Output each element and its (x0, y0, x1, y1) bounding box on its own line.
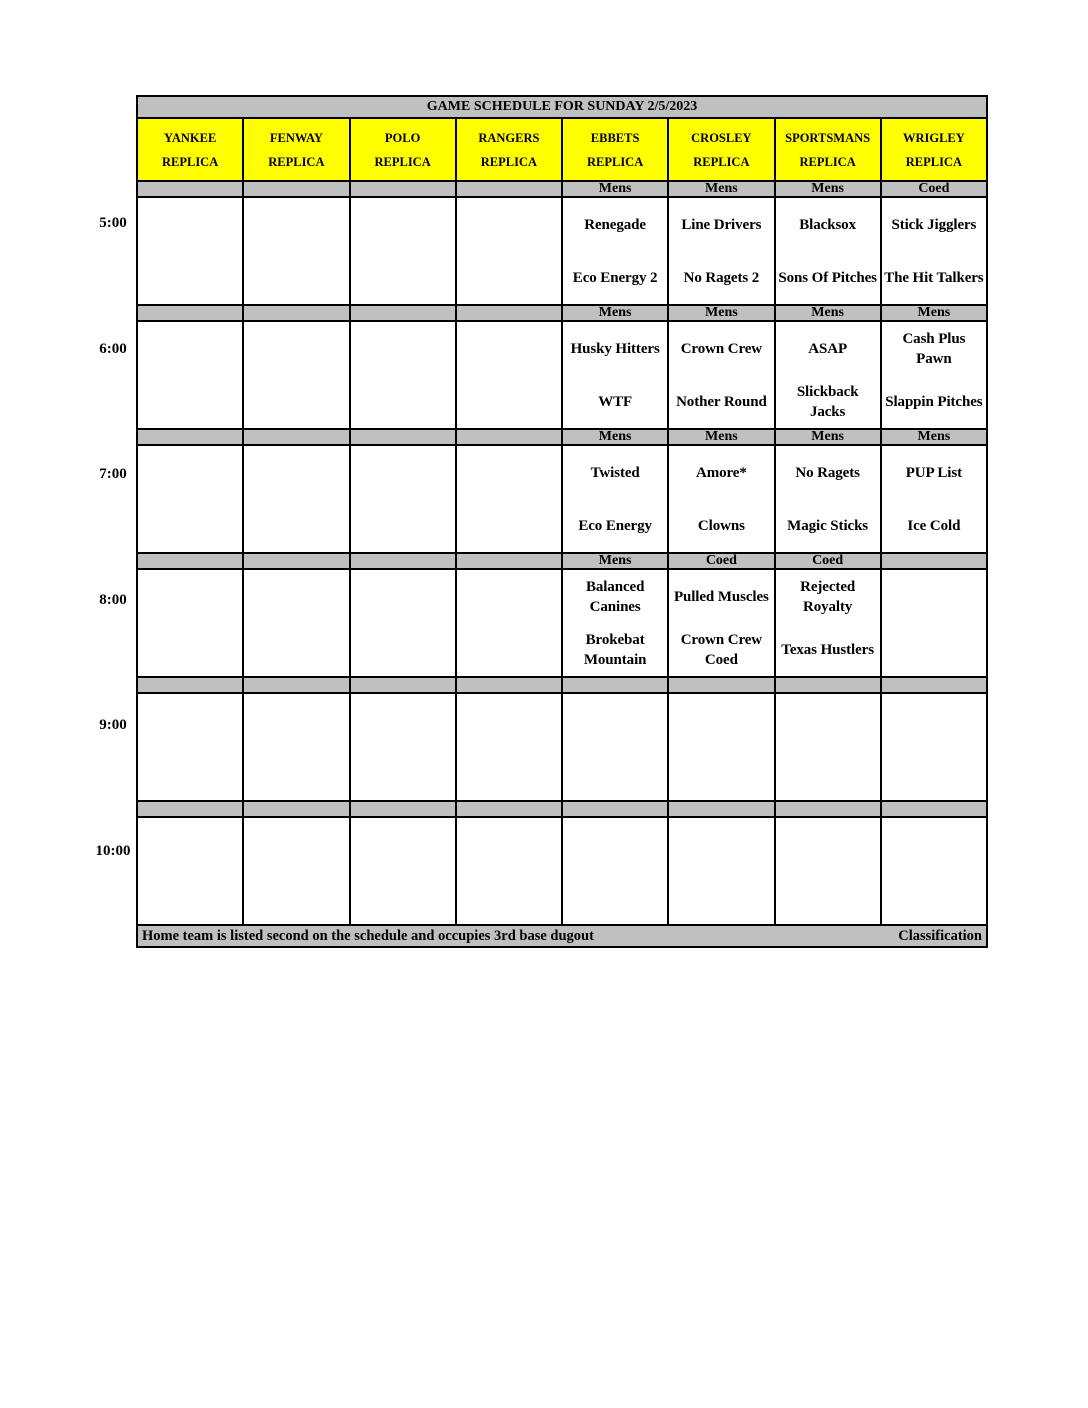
game-cell (775, 569, 881, 677)
classification-cell: Mens (668, 429, 774, 445)
game-row (137, 197, 987, 305)
field-header-ebbets (562, 118, 668, 181)
classification-cell (350, 553, 456, 569)
classification-row (137, 181, 987, 197)
away-team (244, 198, 348, 251)
home-team (669, 747, 773, 800)
away-team (882, 818, 986, 871)
classification-cell: Mens (562, 429, 668, 445)
away-team (776, 694, 880, 747)
game-cell (137, 817, 243, 925)
home-team (351, 499, 455, 552)
game-cell (456, 817, 562, 925)
game-cell (350, 445, 456, 553)
home-team (138, 623, 242, 676)
field-subtitle: REPLICA (268, 154, 325, 169)
away-team: Amore* (695, 464, 747, 481)
field-subtitle: REPLICA (586, 154, 644, 169)
away-team: Pulled Muscles (673, 588, 769, 605)
game-cell (137, 445, 243, 553)
classification-cell (668, 801, 774, 817)
game-cell (562, 197, 668, 305)
away-team (244, 818, 348, 871)
home-team (138, 871, 242, 924)
game-row (137, 569, 987, 677)
away-team (351, 446, 455, 499)
home-team: The Hit Talkers (884, 269, 984, 286)
field-subtitle: REPLICA (480, 154, 537, 169)
home-team (138, 251, 242, 304)
game-cell (243, 817, 349, 925)
game-cell (668, 445, 774, 553)
classification-cell (243, 677, 349, 693)
classification-cell (562, 801, 668, 817)
home-team (457, 375, 561, 428)
game-cell (456, 321, 562, 429)
game-cell (775, 817, 881, 925)
classification-cell (243, 181, 349, 197)
away-team (457, 322, 561, 375)
game-cell (562, 445, 668, 553)
time-slot-label: 5:00 (99, 215, 127, 231)
away-team (457, 818, 561, 871)
home-team (776, 747, 880, 800)
home-team: Eco Energy 2 (572, 269, 658, 286)
classification-row (137, 305, 987, 321)
classification-cell (668, 677, 774, 693)
game-cell (243, 197, 349, 305)
game-cell (137, 197, 243, 305)
home-team (244, 747, 348, 800)
away-team: Husky Hitters (570, 340, 660, 357)
home-team (351, 375, 455, 428)
game-cell (562, 321, 668, 429)
away-team (776, 818, 880, 871)
home-team (244, 251, 348, 304)
away-team (138, 570, 242, 623)
field-subtitle: REPLICA (905, 154, 962, 169)
classification-cell (243, 801, 349, 817)
home-team (882, 623, 986, 676)
classification-cell (243, 305, 349, 321)
home-team (244, 623, 348, 676)
home-team (776, 871, 880, 924)
classification-cell (137, 801, 243, 817)
game-cell (350, 569, 456, 677)
classification-cell (775, 801, 881, 817)
game-cell (881, 197, 987, 305)
away-team (563, 818, 667, 871)
home-team (138, 747, 242, 800)
away-team (138, 198, 242, 251)
classification-cell (562, 677, 668, 693)
classification-cell (350, 801, 456, 817)
game-cell (881, 445, 987, 553)
home-team (457, 499, 561, 552)
game-row (137, 693, 987, 801)
game-cell (137, 693, 243, 801)
game-cell (881, 693, 987, 801)
home-team (351, 871, 455, 924)
classification-cell (350, 429, 456, 445)
game-cell (668, 693, 774, 801)
home-team: Texas Hustlers (781, 641, 874, 658)
game-cell (668, 197, 774, 305)
game-row (137, 321, 987, 429)
away-team (457, 446, 561, 499)
field-header-yankee (137, 118, 243, 181)
home-team (351, 251, 455, 304)
classification-cell: Mens (562, 181, 668, 197)
field-name: RANGERS (478, 130, 540, 145)
classification-cell (456, 305, 562, 321)
away-team (244, 694, 348, 747)
home-team: Magic Sticks (787, 517, 869, 534)
away-team (138, 446, 242, 499)
home-team: Sons Of Pitches (778, 269, 877, 286)
classification-cell: Mens (881, 429, 987, 445)
time-slot-label: 8:00 (99, 591, 127, 608)
field-header-crosley (668, 118, 774, 181)
classification-cell (881, 801, 987, 817)
home-team (244, 871, 348, 924)
game-cell (775, 445, 881, 553)
time-column (88, 0, 138, 1000)
game-cell (562, 569, 668, 677)
classification-cell (137, 429, 243, 445)
away-team (882, 570, 986, 623)
classification-cell (243, 429, 349, 445)
away-team: No Ragets (795, 464, 860, 481)
away-team (351, 322, 455, 375)
home-team (351, 747, 455, 800)
footer-cell (137, 925, 987, 947)
away-team (457, 198, 561, 251)
classification-cell (350, 181, 456, 197)
game-cell (137, 321, 243, 429)
classification-cell (456, 801, 562, 817)
field-subtitle: REPLICA (161, 154, 219, 169)
away-team: Renegade (584, 216, 646, 233)
game-row (137, 445, 987, 553)
classification-cell (137, 553, 243, 569)
classification-cell (456, 429, 562, 445)
away-team (882, 694, 986, 747)
away-team (138, 818, 242, 871)
home-team: Slappin Pitches (885, 393, 983, 410)
game-cell (668, 817, 774, 925)
classification-legend: Classification (898, 928, 982, 944)
classification-cell: Mens (775, 181, 881, 197)
home-team (351, 623, 455, 676)
time-slot-label: 7:00 (99, 466, 127, 482)
classification-cell: Mens (668, 181, 774, 197)
game-cell (243, 445, 349, 553)
field-name: CROSLEY (691, 130, 752, 145)
home-team: No Ragets 2 (683, 269, 760, 286)
classification-row (137, 677, 987, 693)
classification-cell: Mens (775, 429, 881, 445)
game-cell (562, 817, 668, 925)
classification-cell (881, 553, 987, 569)
classification-cell: Coed (668, 553, 774, 569)
home-team (563, 747, 667, 800)
home-team (669, 871, 773, 924)
game-cell (456, 569, 562, 677)
away-team (138, 694, 242, 747)
game-row (137, 817, 987, 925)
classification-row (137, 801, 987, 817)
away-team (351, 198, 455, 251)
field-header-polo (350, 118, 456, 181)
field-name: YANKEE (163, 130, 217, 145)
game-cell (881, 817, 987, 925)
game-cell (668, 321, 774, 429)
title-row (137, 96, 987, 118)
away-team (669, 818, 773, 871)
game-cell (881, 569, 987, 677)
home-team (457, 871, 561, 924)
field-header-wrigley (881, 118, 987, 181)
away-team (244, 322, 348, 375)
classification-row (137, 553, 987, 569)
home-team: Brokebat Mountain (583, 631, 647, 668)
classification-cell (456, 181, 562, 197)
away-team: Balanced Canines (585, 578, 645, 615)
time-slot-label: 9:00 (99, 717, 127, 733)
home-team: Eco Energy (578, 517, 652, 534)
field-name: WRIGLEY (902, 130, 965, 145)
game-cell (350, 693, 456, 801)
classification-cell (350, 305, 456, 321)
home-team (138, 375, 242, 428)
home-team (882, 747, 986, 800)
game-cell (243, 321, 349, 429)
away-team (244, 446, 348, 499)
game-cell (243, 693, 349, 801)
classification-cell: Mens (562, 305, 668, 321)
away-team: Crown Crew (680, 340, 763, 357)
game-cell (881, 321, 987, 429)
footer-content (138, 926, 986, 946)
away-team (244, 570, 348, 623)
home-team: Crown Crew Coed (680, 631, 763, 668)
home-team (563, 871, 667, 924)
away-team (563, 694, 667, 747)
home-team: Ice Cold (907, 517, 961, 534)
home-team: Nother Round (676, 393, 767, 410)
time-slot-label: 6:00 (99, 340, 127, 357)
game-cell (243, 569, 349, 677)
classification-cell: Mens (775, 305, 881, 321)
home-team (457, 623, 561, 676)
classification-cell (775, 677, 881, 693)
away-team: Twisted (590, 464, 640, 481)
game-cell (775, 197, 881, 305)
home-team (457, 747, 561, 800)
field-subtitle: REPLICA (374, 154, 431, 169)
away-team: Rejected Royalty (800, 578, 856, 615)
away-team (351, 570, 455, 623)
away-team: PUP List (905, 464, 963, 481)
game-schedule-table (136, 95, 988, 948)
away-team (351, 694, 455, 747)
field-name: SPORTSMANS (785, 130, 871, 145)
classification-cell (456, 677, 562, 693)
game-cell (456, 197, 562, 305)
classification-cell (137, 677, 243, 693)
game-cell (456, 445, 562, 553)
away-team (457, 570, 561, 623)
classification-cell (137, 305, 243, 321)
game-cell (456, 693, 562, 801)
classification-cell: Mens (562, 553, 668, 569)
away-team (351, 818, 455, 871)
classification-cell (137, 181, 243, 197)
classification-cell: Mens (881, 305, 987, 321)
game-cell (668, 569, 774, 677)
classification-row (137, 429, 987, 445)
home-team: Clowns (697, 517, 745, 534)
field-subtitle: REPLICA (693, 154, 750, 169)
field-name: EBBETS (590, 130, 640, 145)
away-team (457, 694, 561, 747)
time-slot-label: 10:00 (95, 842, 131, 859)
away-team (138, 322, 242, 375)
field-header-rangers (456, 118, 562, 181)
footer-row (137, 925, 987, 947)
home-team (457, 251, 561, 304)
away-team: Cash Plus Pawn (902, 330, 966, 367)
game-cell (137, 569, 243, 677)
classification-cell (243, 553, 349, 569)
game-cell (775, 321, 881, 429)
game-cell (350, 197, 456, 305)
away-team: Blacksox (799, 216, 856, 233)
classification-cell (350, 677, 456, 693)
home-team-note: Home team is listed second on the schedule and occupies 3rd base dugout (142, 928, 594, 944)
field-name: POLO (384, 130, 421, 145)
field-subtitle: REPLICA (799, 154, 856, 169)
game-cell (775, 693, 881, 801)
away-team: Line Drivers (681, 216, 762, 233)
game-cell (562, 693, 668, 801)
home-team (882, 871, 986, 924)
home-team (244, 375, 348, 428)
home-team: Slickback Jacks (796, 383, 859, 420)
home-team (244, 499, 348, 552)
field-header-sportsmans (775, 118, 881, 181)
game-cell (350, 817, 456, 925)
classification-cell: Coed (881, 181, 987, 197)
game-cell (350, 321, 456, 429)
field-name: FENWAY (269, 130, 323, 145)
away-team: ASAP (808, 340, 848, 357)
home-team (138, 499, 242, 552)
field-header-fenway (243, 118, 349, 181)
classification-cell: Mens (668, 305, 774, 321)
away-team (669, 694, 773, 747)
away-team: Stick Jigglers (891, 216, 977, 233)
classification-cell (456, 553, 562, 569)
classification-cell (881, 677, 987, 693)
schedule-title: GAME SCHEDULE FOR SUNDAY 2/5/2023 (137, 96, 987, 118)
field-header-row (137, 118, 987, 181)
classification-cell: Coed (775, 553, 881, 569)
home-team: WTF (598, 393, 633, 410)
